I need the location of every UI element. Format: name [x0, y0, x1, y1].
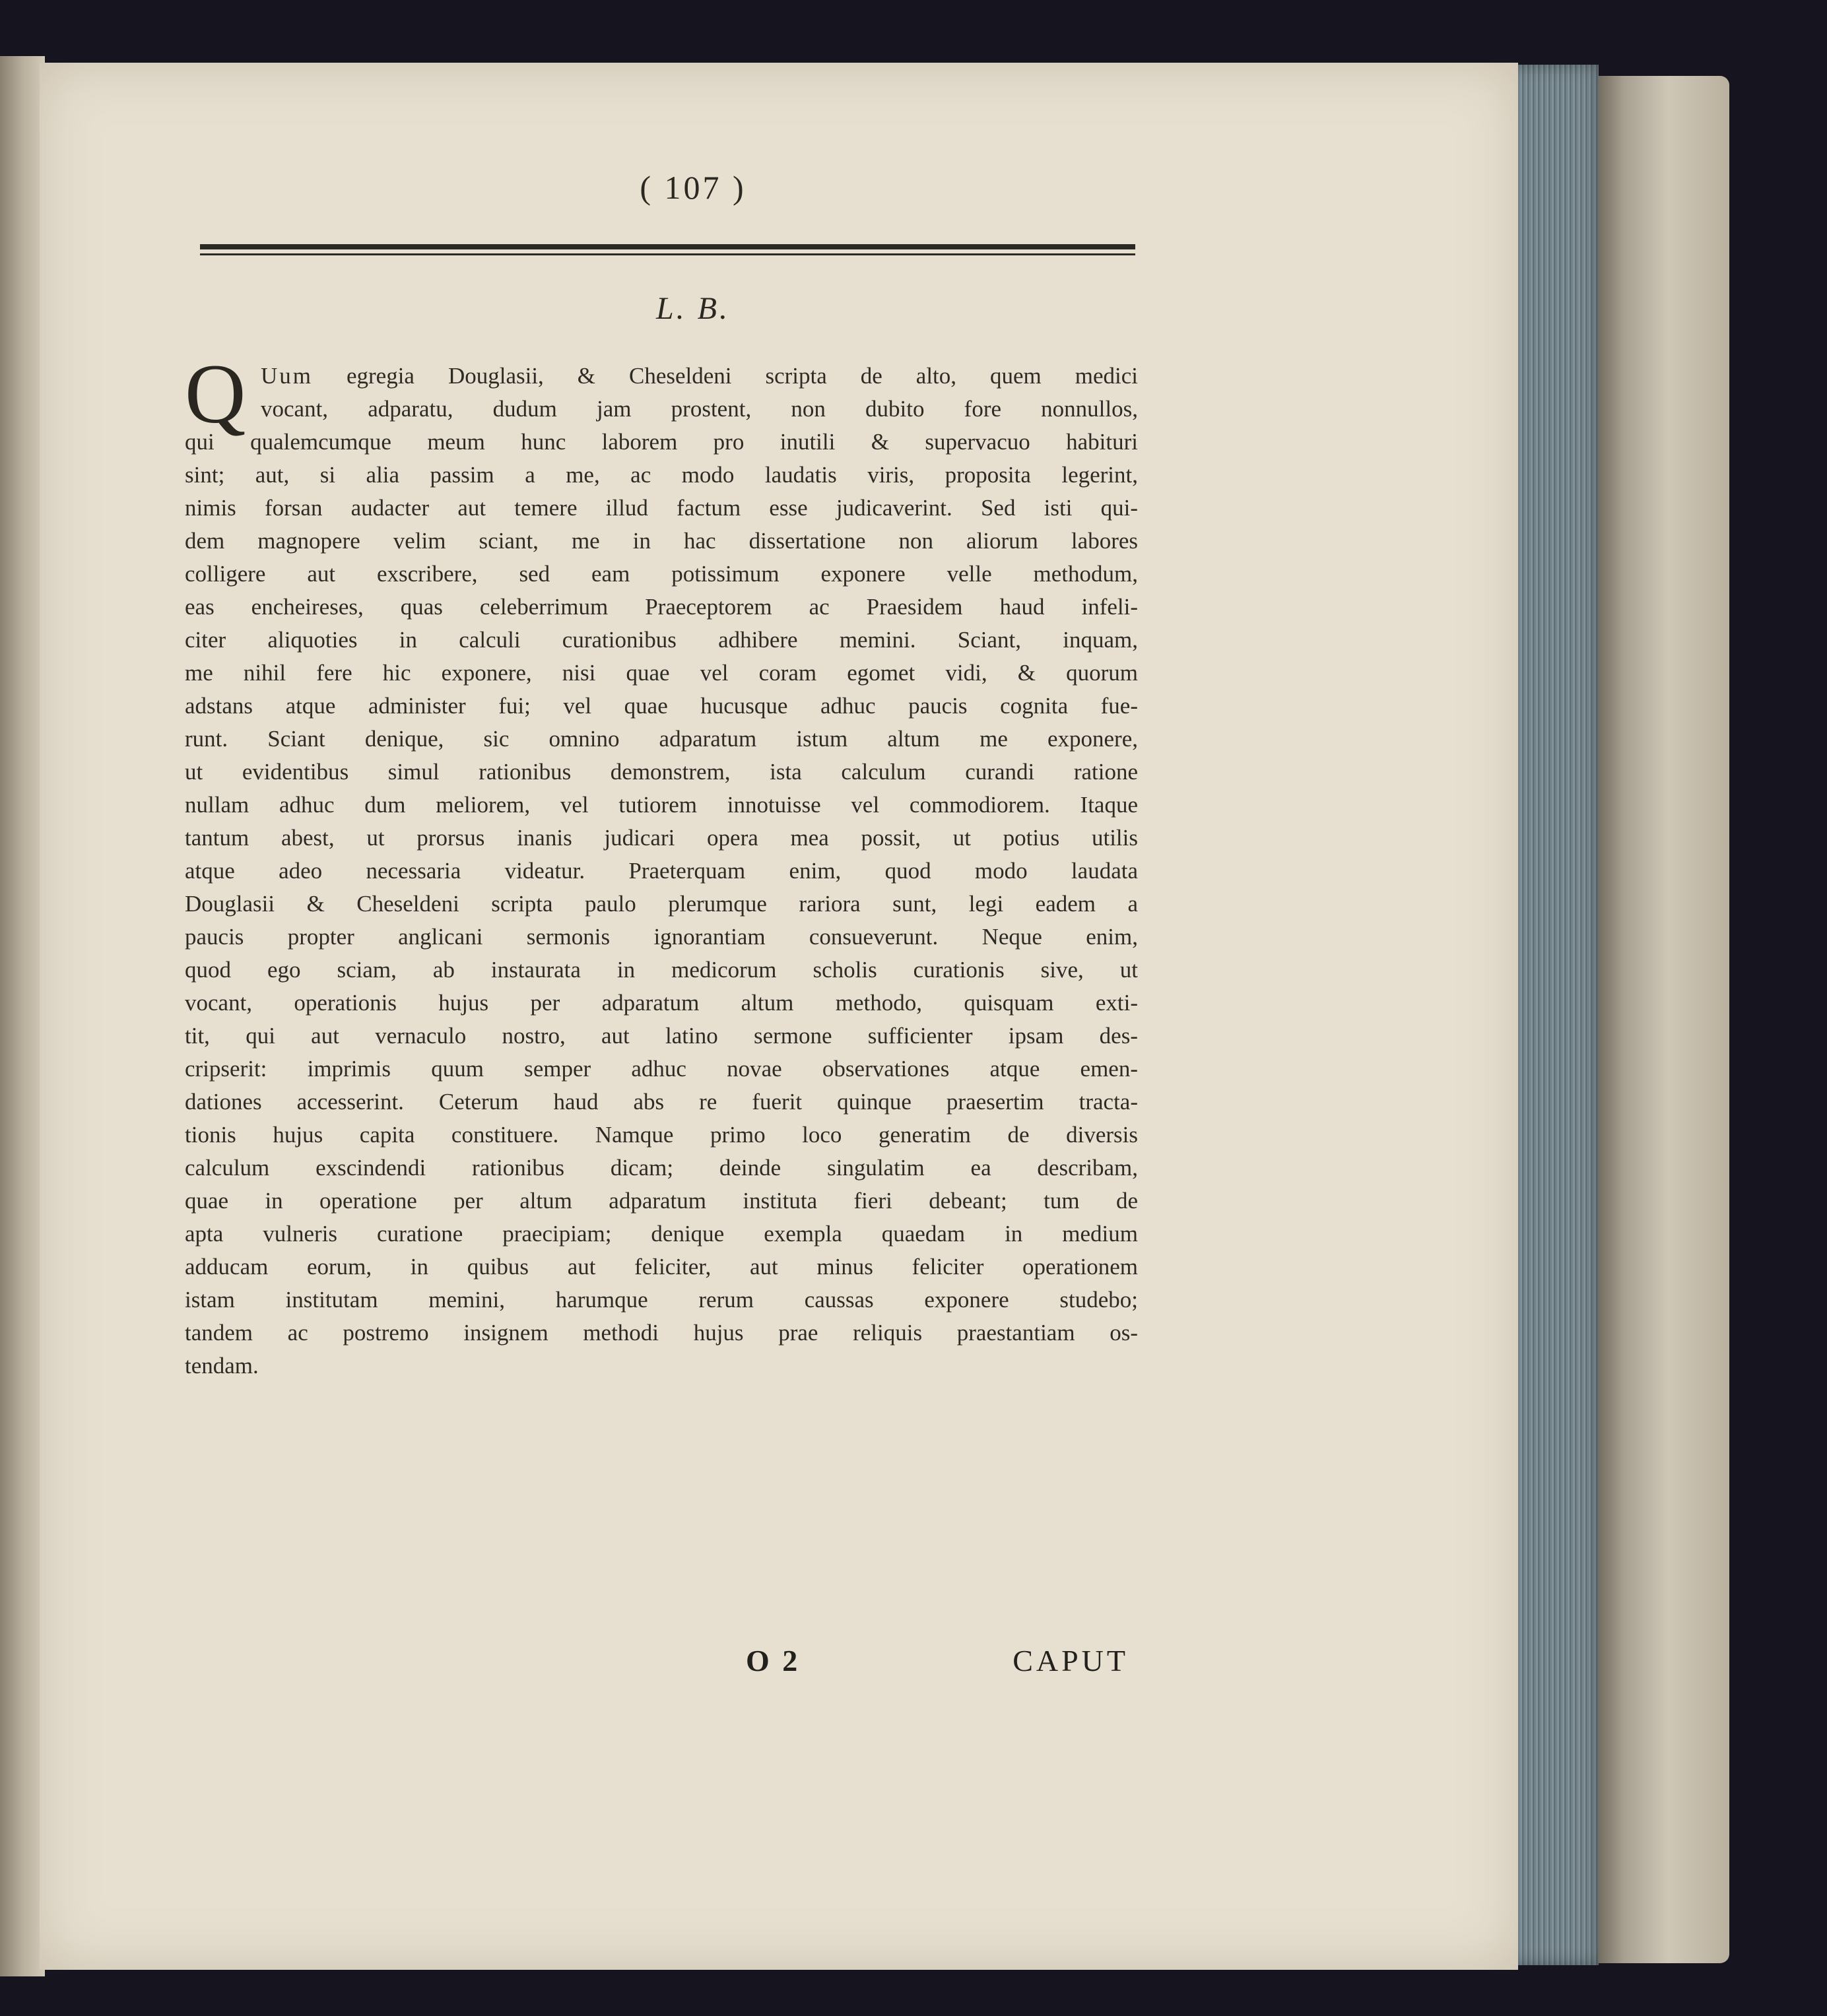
text-line-content: egregia Douglasii, & Cheseldeni scripta de alto, quem medici — [313, 363, 1138, 389]
text-line: tantum abest, ut prorsus inanis judicari opera mea possit, ut potius utilis — [185, 825, 1138, 851]
catchword: CAPUT — [1013, 1644, 1129, 1677]
text-line: eas encheireses, quas celeberrimum Praeceptorem ac Praesidem haud infeli- — [185, 594, 1138, 620]
drop-cap: Q — [185, 360, 246, 441]
text-line: cripserit: imprimis quum semper adhuc novae observationes atque emen- — [185, 1056, 1138, 1082]
text-line: tit, qui aut vernaculo nostro, aut latino sermone sufficienter ipsam des- — [185, 1023, 1138, 1049]
text-line: colligere aut exscribere, sed eam potissimum exponere velle methodum, — [185, 561, 1138, 587]
text-line: atque adeo necessaria videatur. Praeterquam enim, quod modo laudata — [185, 858, 1138, 884]
text-line: tendam. — [185, 1353, 259, 1379]
opening-smallcaps: Uum — [261, 363, 313, 389]
facing-page-edge — [0, 56, 45, 1976]
text-line: tandem ac postremo insignem methodi hujus prae reliquis praestantiam os- — [185, 1320, 1138, 1346]
page-footer — [541, 1643, 1135, 1689]
text-line: paucis propter anglicani sermonis ignorantiam consueverunt. Neque enim, — [185, 924, 1138, 950]
page-number: ( 107 ) — [640, 169, 747, 206]
book-cover-board — [1594, 76, 1729, 1963]
text-line: me nihil fere hic exponere, nisi quae vel coram egomet vidi, & quorum — [185, 660, 1138, 686]
text-line: adducam eorum, in quibus aut feliciter, aut minus feliciter operationem — [185, 1254, 1138, 1280]
text-line: adstans atque administer fui; vel quae hucusque adhuc paucis cognita fue- — [185, 693, 1138, 719]
text-line — [185, 360, 1138, 393]
text-line: runt. Sciant denique, sic omnino adparatum istum altum me exponere, — [185, 726, 1138, 752]
text-line: tionis hujus capita constituere. Namque primo loco generatim de diversis — [185, 1122, 1138, 1148]
text-line: apta vulneris curatione praecipiam; denique exempla quaedam in medium — [185, 1221, 1138, 1247]
text-line: dationes accesserint. Ceterum haud abs re fuerit quinque praesertim tracta- — [185, 1089, 1138, 1115]
signature-mark: O 2 — [746, 1644, 801, 1677]
text-line: Douglasii & Cheseldeni scripta paulo plerumque rariora sunt, legi eadem a — [185, 891, 1138, 917]
text-line: dem magnopere velim sciant, me in hac dissertatione non aliorum labores — [185, 528, 1138, 554]
header-rule-thick — [200, 244, 1135, 249]
text-line: nimis forsan audacter aut temere illud factum esse judicaverint. Sed isti qui- — [185, 495, 1138, 521]
text-line: quod ego sciam, ab instaurata in medicorum scholis curationis sive, ut — [185, 957, 1138, 983]
text-line: vocant, operationis hujus per adparatum altum methodo, quisquam exti- — [185, 990, 1138, 1016]
text-line: nullam adhuc dum meliorem, vel tutiorem innotuisse vel commodiorem. Itaque — [185, 792, 1138, 818]
text-line: calculum exscindendi rationibus dicam; deinde singulatim ea describam, — [185, 1155, 1138, 1181]
section-title: L. B. — [655, 291, 730, 326]
text-line: quae in operatione per altum adparatum instituta fieri debeant; tum de — [185, 1188, 1138, 1214]
text-line: citer aliquoties in calculi curationibus adhibere memini. Sciant, inquam, — [185, 627, 1138, 653]
body-text — [185, 360, 1138, 1389]
text-line: qui qualemcumque meum hunc laborem pro inutili & supervacuo habituri — [185, 429, 1138, 455]
text-line: ut evidentibus simul rationibus demonstrem, ista calculum curandi ratione — [185, 759, 1138, 785]
text-line: vocant, adparatu, dudum jam prostent, non dubito fore nonnullos, — [261, 396, 1138, 422]
text-line: sint; aut, si alia passim a me, ac modo laudatis viris, proposita legerint, — [185, 462, 1138, 488]
text-line: istam institutam memini, harumque rerum caussas exponere studebo; — [185, 1287, 1138, 1313]
header-rule-thin — [200, 253, 1135, 255]
